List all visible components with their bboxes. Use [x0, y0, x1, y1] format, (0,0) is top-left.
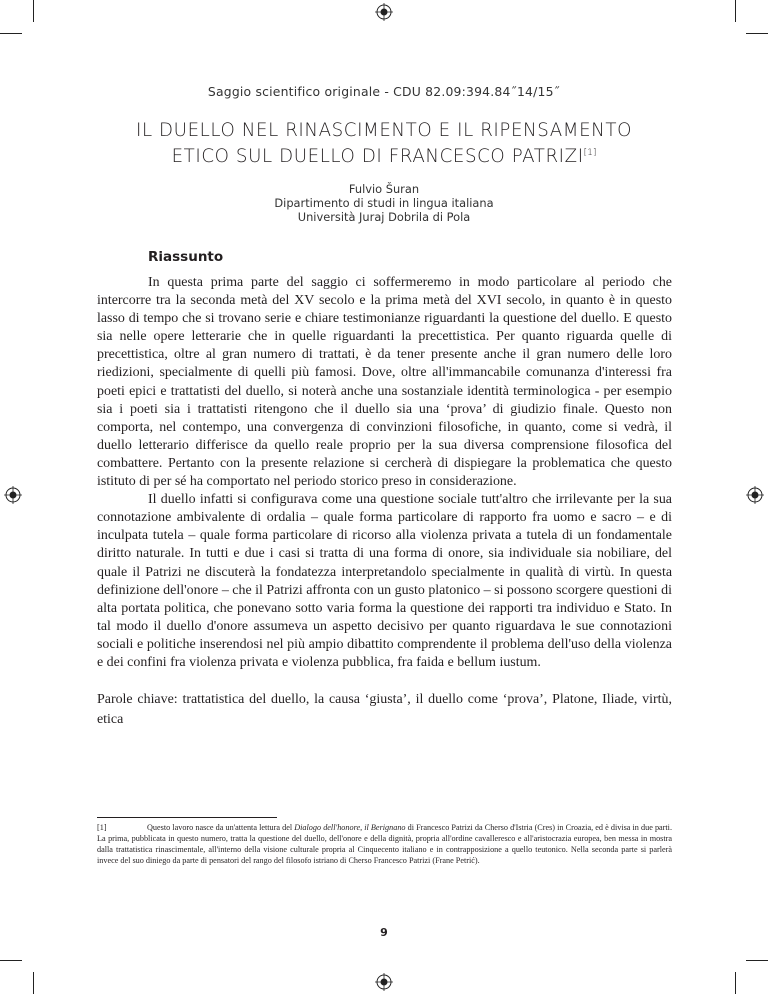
keywords: Parole chiave: trattatistica del duello, la causa ‘giusta’, il duello come ‘prova’, Platone, Iliade, virtù, etica [97, 692, 672, 727]
registration-target-icon [4, 486, 22, 504]
abstract-heading: Riassunto [148, 249, 224, 265]
paper-title [90, 120, 678, 168]
title-line-2 [90, 142, 678, 168]
footnote-text-before: Questo lavoro nasce da un'attenta lettura del [147, 823, 295, 832]
crop-mark-top-left-h [0, 33, 22, 34]
crop-mark-bottom-left-v [33, 972, 34, 994]
footnote-italic-title: Dialogo dell'honore, il Berignano [294, 823, 406, 832]
crop-mark-top-right-v [735, 0, 736, 22]
crop-mark-top-right-h [746, 33, 768, 34]
crop-mark-bottom-left-h [0, 960, 22, 961]
author-name: Fulvio Šuran [348, 182, 420, 196]
footnote-text-after: di Francesco Patrizi da Cherso d'Istria (Cres) in Croazia, ed è divisa in due parti. La prima, pubblicata in questo numero, tratta la questione del duello, dell'onore e della dignità, propria all'ordine cavalleresco e all'aristocrazia europea, ben messa in mostra dalla trattatistica rinascimentale, all'interno della visione culturale propria al Cinquecento italiano e in contrapposizione a quello teutonico. Nella seconda parte si parlerà invece del suo diniego da parte di pensatori del rango del filosofo istriano di Cherso Francesco Patrizi (Frane Petrić). [97, 823, 672, 865]
abstract-body [97, 274, 672, 672]
crop-mark-bottom-right-h [746, 960, 768, 961]
footnote [97, 822, 672, 866]
article-type-line: Saggio scientifico originale - CDU 82.09:394.84˝14/15˝ [207, 84, 561, 99]
page-number: 9 [380, 926, 388, 939]
footnote-mark: [1] [97, 823, 107, 832]
footnote-divider [97, 817, 277, 818]
registration-target-icon [746, 486, 764, 504]
crop-mark-top-left-v [33, 0, 34, 22]
author-department: Dipartimento di studi in lingua italiana [274, 196, 494, 210]
title-footnote-ref[interactable]: [1] [583, 148, 597, 158]
registration-target-icon [375, 3, 393, 21]
abstract-paragraph-1: In questa prima parte del saggio ci soffermeremo in modo particolare al periodo che intercorre tra la seconda metà del XV secolo e la prima metà del XVI secolo, in quanto è in questo lasso di tempo che si trovano serie e chiare testimonianze riguardanti la questione del duello. E questo sia nelle opere letterarie che in quelle riguardanti la precettistica. Per quanto riguarda quelle di precettistica, oltre al gran numero di trattati, è da tener presente anche il gran numero delle loro riedizioni, specialmente di quelli più famosi. Dove, oltre all'immancabile comunanza d'interessi fra poeti epici e trattatisti del duello, si noterà anche una sostanziale identità terminologica - per esempio sia i poeti sia i trattatisti ritengono che il duello sia una ‘prova’ di giudizio finale. Questo non comporta, nel contempo, una convergenza di convinzioni filosofiche, in quanto, come si vedrà, il duello letterario differisce da quello reale proprio per la sua diversa comprensione filosofica del combattere. Pertanto con la presente relazione si cercherà di dispiegare la problematica che questo istituto di per sé ha comportato nel periodo storico preso in considerazione. [97, 275, 672, 490]
registration-target-icon [375, 973, 393, 991]
author-block [0, 182, 768, 224]
title-line-2-text: ETICO SUL DUELLO DI FRANCESCO PATRIZI [171, 146, 584, 168]
title-line-1: IL DUELLO NEL RINASCIMENTO E IL RIPENSAMENTO [135, 120, 632, 141]
crop-mark-bottom-right-v [735, 972, 736, 994]
author-university: Università Juraj Dobrila di Pola [297, 210, 471, 224]
abstract-paragraph-2: Il duello infatti si configurava come una questione sociale tutt'altro che irrilevante per la sua connotazione ambivalente di ordalia – quale forma particolare di rapporto fra uomo e sacro – e di inculpata tutela – quale forma particolare di ricorso alla violenza privata a tutela di un fondamentale diritto naturale. In tutti e due i casi si tratta di una forma di onore, sia individuale sia nobiliare, del quale il Patrizi ne discuterà la fondatezza interpretandolo specialmente in qualità di virtù. In questa definizione dell'onore – che il Patrizi affronta con un gusto platonico – si possono scorgere questioni di alta portata politica, che ponevano sotto varia forma la questione dei rapporti tra individuo e Stato. In tal modo il duello d'onore assumeva un aspetto decisivo per quanto riguardava le sue connotazioni sociali e politiche inserendosi nel più ampio dibattito comprendente il problema dell'uso della violenza e dei confini fra violenza privata e violenza pubblica, fra faida e bellum iustum. [97, 492, 672, 670]
